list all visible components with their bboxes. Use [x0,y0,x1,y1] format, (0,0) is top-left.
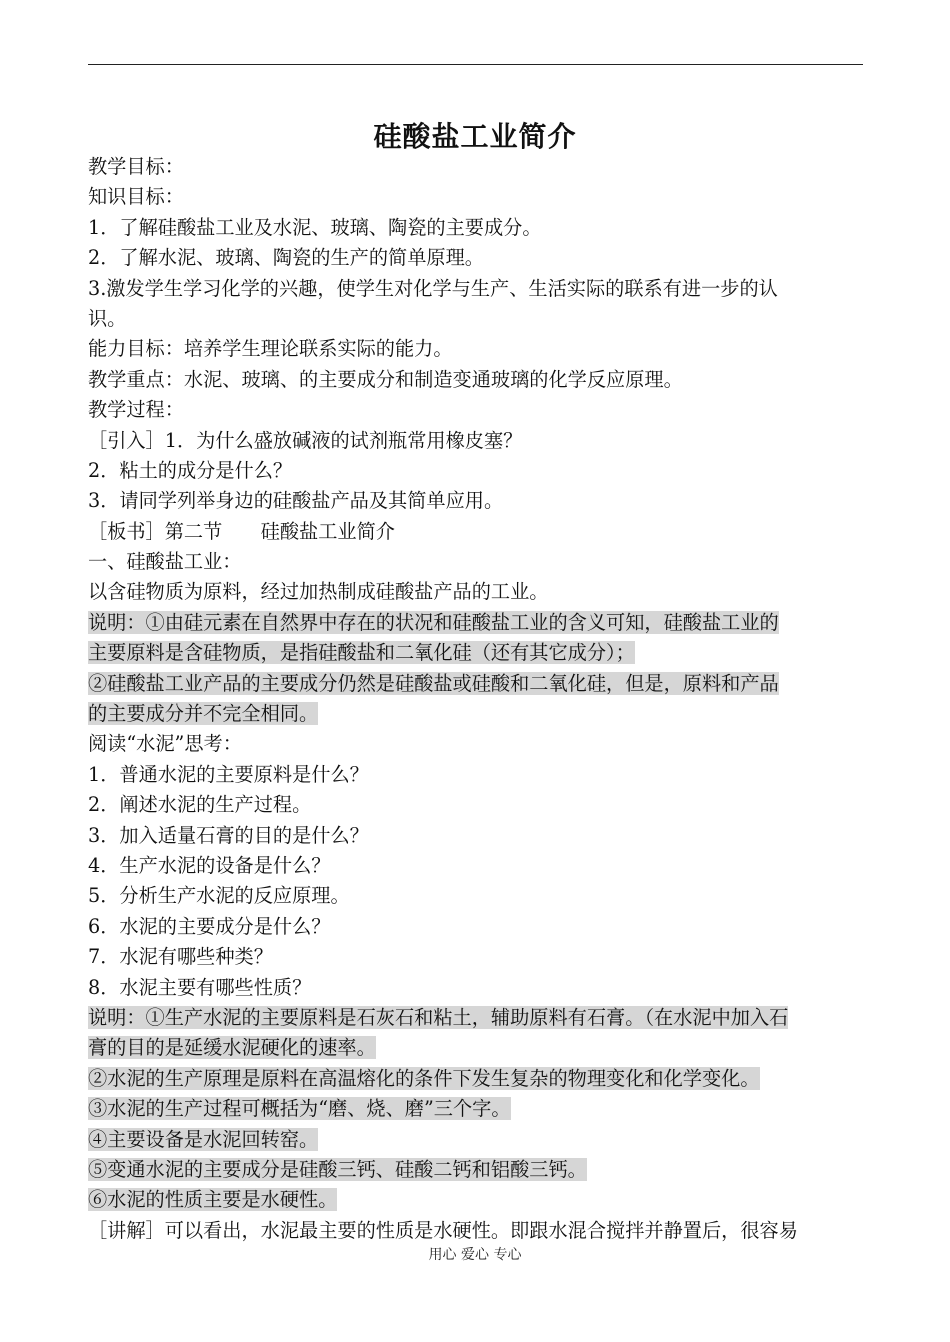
highlighted-line: ④主要设备是水泥回转窑。 [88,1127,319,1151]
text-line: 2．粘土的成分是什么？ [88,458,293,482]
text-line: 教学重点：水泥、玻璃、的主要成分和制造变通玻璃的化学反应原理。 [88,367,683,391]
text-line: 7．水泥有哪些种类？ [88,945,273,969]
text-line: 一、硅酸盐工业： [88,550,242,574]
text-line: 4．生产水泥的设备是什么？ [88,853,331,877]
text-line: 教学目标： [88,155,184,178]
highlighted-line: ③水泥的生产过程可概括为“磨、烧、磨”三个字。 [88,1097,511,1121]
text-line: 6．水泥的主要成分是什么？ [88,914,331,938]
text-line: 能力目标：培养学生理论联系实际的能力。 [88,337,453,361]
header-rule [88,64,863,65]
highlighted-line: ⑥水泥的性质主要是水硬性。 [88,1188,338,1212]
text-line: 2．了解水泥、玻璃、陶瓷的生产的简单原理。 [88,246,484,270]
text-line: 3．加入适量石膏的目的是什么？ [88,823,369,847]
page-footer: 用心 爱心 专心 [428,1247,522,1263]
highlighted-line: 说明：①由硅元素在自然界中存在的状况和硅酸盐工业的含义可知，硅酸盐工业的 [88,610,779,634]
text-line: 1．了解硅酸盐工业及水泥、玻璃、陶瓷的主要成分。 [88,215,542,239]
text-line: ［板书］第二节 硅酸盐工业简介 [88,519,395,543]
text-line: 3．请同学列举身边的硅酸盐产品及其简单应用。 [88,489,504,513]
highlighted-line: ⑤变通水泥的主要成分是硅酸三钙、硅酸二钙和铝酸三钙。 [88,1157,587,1181]
highlighted-line: 的主要成分并不完全相同。 [88,702,319,726]
highlighted-line: 膏的目的是延缓水泥硬化的速率。 [88,1036,376,1060]
text-line: 5．分析生产水泥的反应原理。 [88,884,350,908]
text-line: 3.激发学生学习化学的兴趣，使学生对化学与生产、生活实际的联系有进一步的认 [88,276,778,300]
document-body [88,152,864,1246]
highlighted-line: ②水泥的生产原理是原料在高温熔化的条件下发生复杂的物理变化和化学变化。 [88,1066,760,1090]
text-line: 阅读“水泥”思考： [88,732,242,756]
text-line: 2．阐述水泥的生产过程。 [88,793,312,817]
text-line: 以含硅物质为原料，经过加热制成硅酸盐产品的工业。 [88,580,549,604]
highlighted-line: 主要原料是含硅物质，是指硅酸盐和二氧化硅（还有其它成分）； [88,641,635,665]
text-line: 知识目标： [88,185,184,209]
text-line: ［引入］1．为什么盛放碱液的试剂瓶常用橡皮塞？ [88,428,523,452]
text-line: ［讲解］可以看出，水泥最主要的性质是水硬性。即跟水混合搅拌并静置后，很容易 [88,1218,798,1242]
highlighted-line: ②硅酸盐工业产品的主要成分仍然是硅酸盐或硅酸和二氧化硅，但是，原料和产品 [88,671,779,695]
text-line: 8．水泥主要有哪些性质？ [88,975,312,999]
highlighted-line: 说明：①生产水泥的主要原料是石灰石和粘土，辅助原料有石膏。（在水泥中加入石 [88,1005,789,1029]
text-line: 识。 [88,306,127,330]
text-line: 教学过程： [88,398,184,422]
text-line: 1．普通水泥的主要原料是什么？ [88,762,369,786]
document-title: 硅酸盐工业简介 [373,120,577,153]
